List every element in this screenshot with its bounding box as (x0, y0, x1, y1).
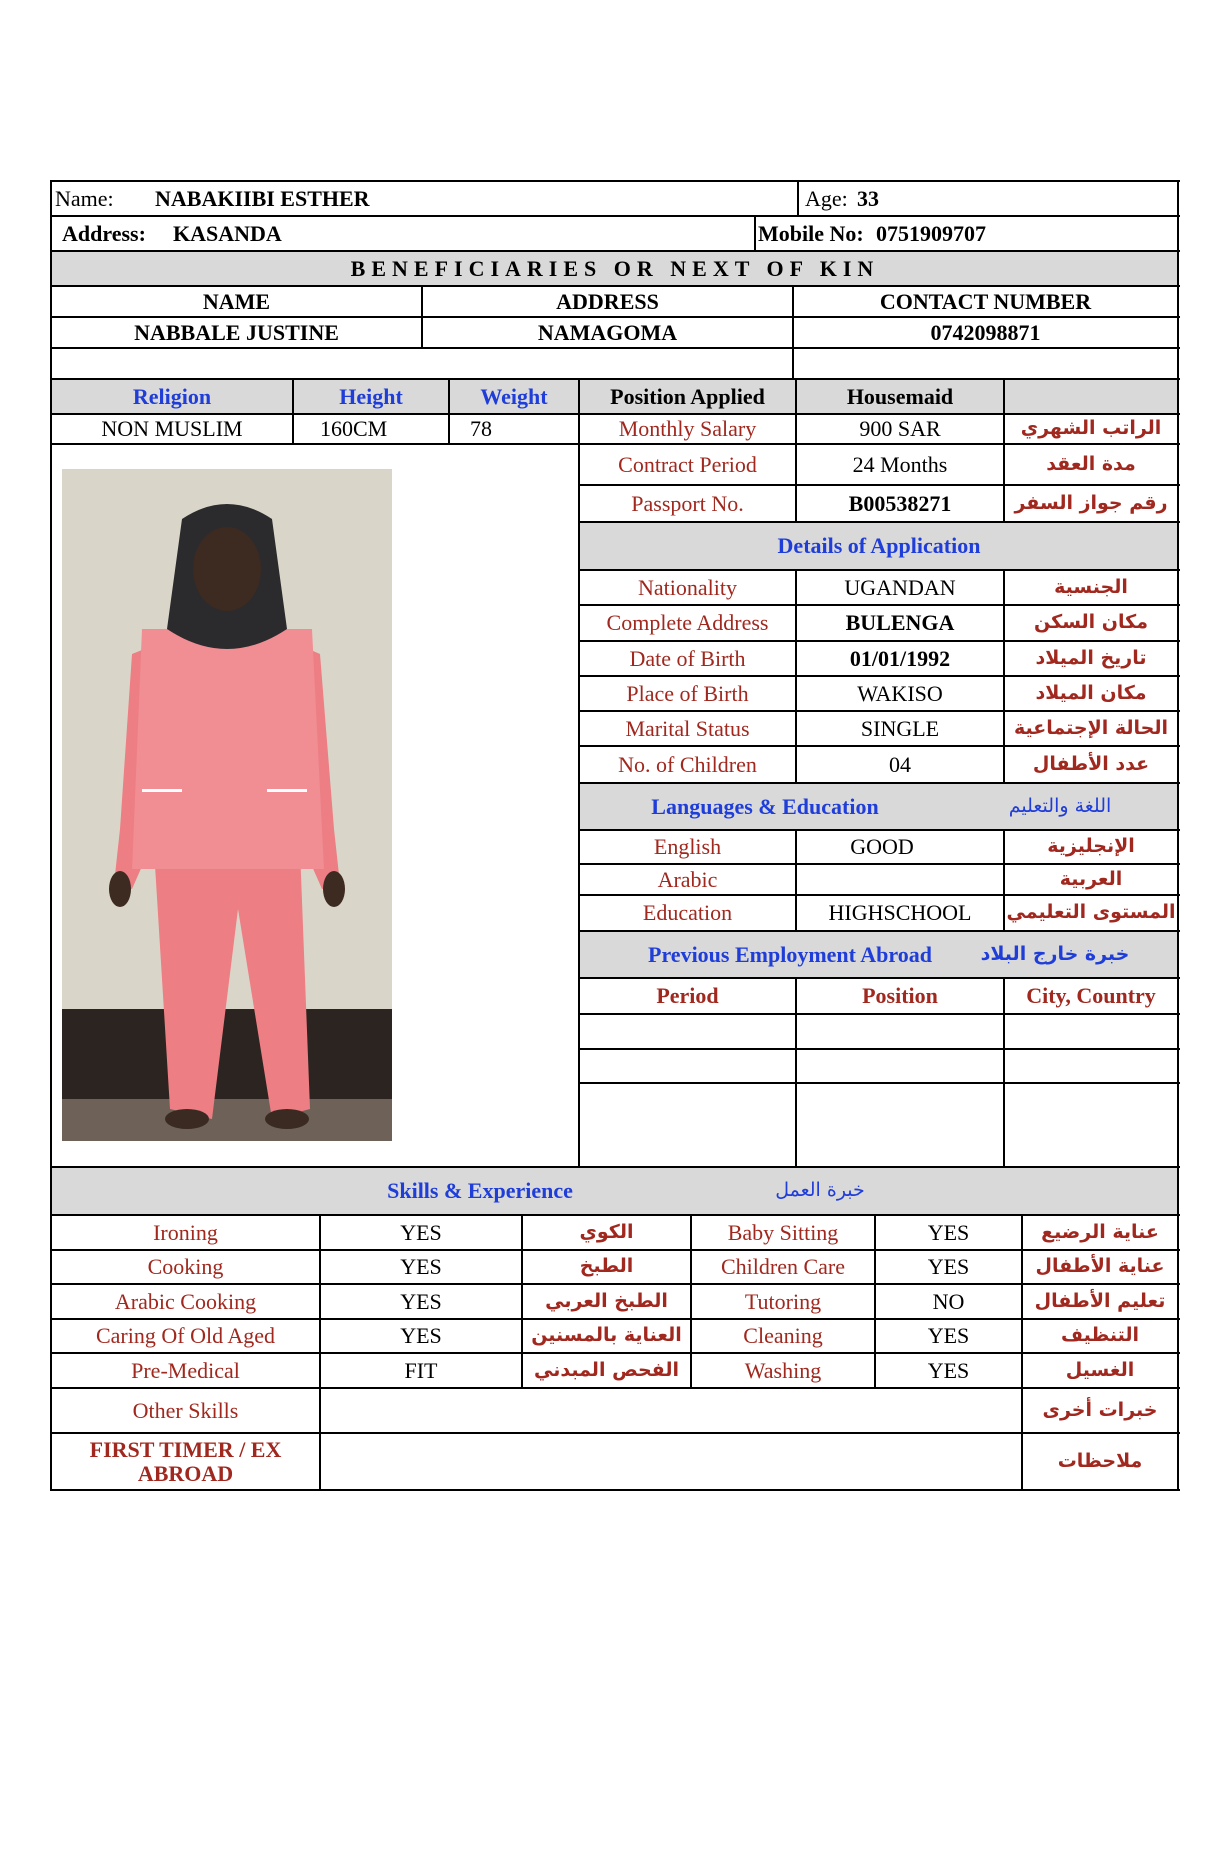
passport-value: B00538271 (848, 490, 952, 516)
skill-children-care-ar: عناية الأطفال (1035, 1255, 1165, 1278)
age-value: 33 (857, 185, 879, 211)
arabic-value (797, 865, 1003, 894)
complete-address-ar: مكان السكن (1034, 611, 1148, 634)
other-skills-ar: خبرات أخرى (1042, 1398, 1158, 1421)
children-ar: عدد الأطفال (1032, 752, 1150, 775)
other-skills-label: Other Skills (132, 1397, 239, 1423)
remarks-label: FIRST TIMER / EX ABROAD (89, 1437, 282, 1486)
languages-title-ar: اللغة والتعليم (1008, 794, 1112, 817)
children-label: No. of Children (618, 751, 757, 777)
employment-col-position: Position (862, 983, 938, 1009)
skill-cooking-value: YES (400, 1254, 442, 1280)
skill-tutoring-value: NO (932, 1288, 965, 1314)
education-label: Education (642, 900, 733, 926)
kin-contact: 0742098871 (930, 319, 1041, 345)
skill-washing-ar: الغسيل (1065, 1358, 1135, 1381)
religion-value: NON MUSLIM (101, 416, 243, 442)
skill-arabic-cooking-label: Arabic Cooking (114, 1288, 257, 1314)
education-value: HIGHSCHOOL (828, 900, 972, 926)
name-label: Name: (55, 185, 114, 211)
employment-col-city: City, Country (1026, 983, 1156, 1009)
complete-address-label: Complete Address (606, 610, 769, 636)
languages-title: Languages & Education (651, 793, 879, 819)
kin-title: BENEFICIARIES OR NEXT OF KIN (350, 255, 880, 281)
age-label: Age: (805, 185, 848, 211)
skill-washing-value: YES (927, 1357, 970, 1383)
pob-ar: مكان الميلاد (1035, 681, 1147, 704)
remarks-ar: ملاحظات (1057, 1449, 1143, 1472)
children-value: 04 (889, 751, 911, 777)
skill-cooking-label: Cooking (147, 1254, 224, 1280)
address-value: KASANDA (173, 220, 282, 246)
skill-cleaning-label: Cleaning (743, 1323, 823, 1349)
marital-label: Marital Status (625, 715, 750, 741)
dob-ar: تاريخ الميلاد (1035, 646, 1147, 669)
salary-value: 900 SAR (859, 416, 941, 442)
details-title: Details of Application (777, 533, 981, 559)
dob-label: Date of Birth (629, 645, 746, 671)
skill-baby-sitting-ar: عناية الرضيع (1041, 1220, 1159, 1243)
name-value: NABAKIIBI ESTHER (155, 185, 370, 211)
kin-address: NAMAGOMA (537, 319, 678, 345)
skill-arabic-cooking-value: YES (400, 1288, 442, 1314)
arabic-ar: العربية (1059, 867, 1123, 890)
employment-col-period: Period (656, 983, 719, 1009)
mobile-label: Mobile No: (758, 220, 864, 246)
skill-arabic-cooking-ar: الطبخ العربي (545, 1289, 668, 1312)
kin-col-contact: CONTACT NUMBER (879, 288, 1092, 314)
complete-address-value: BULENGA (845, 610, 955, 636)
skill-premedical-value: FIT (404, 1357, 438, 1383)
skill-baby-sitting-label: Baby Sitting (727, 1219, 839, 1245)
position-value: Housemaid (846, 383, 954, 409)
skill-cleaning-value: YES (927, 1323, 970, 1349)
skill-baby-sitting-value: YES (927, 1219, 970, 1245)
passport-ar: رقم جواز السفر (1014, 491, 1168, 514)
arabic-label: Arabic (657, 866, 718, 892)
weight-value: 78 (470, 416, 492, 442)
skill-cooking-ar: الطبخ (579, 1255, 634, 1278)
weight-label: Weight (480, 383, 548, 409)
address-label: Address: (62, 220, 146, 246)
kin-col-address: ADDRESS (556, 288, 659, 314)
religion-label: Religion (132, 383, 212, 409)
employment-title-ar: خبرة خارج البلاد (980, 942, 1130, 965)
skill-premedical-label: Pre-Medical (131, 1357, 240, 1383)
dob-value: 01/01/1992 (849, 645, 951, 671)
position-label: Position Applied (610, 383, 765, 409)
skill-old-aged-label: Caring Of Old Aged (95, 1323, 276, 1349)
skill-tutoring-label: Tutoring (744, 1288, 822, 1314)
salary-label: Monthly Salary (618, 416, 757, 442)
kin-name: NABBALE JUSTINE (134, 319, 339, 345)
skill-ironing-value: YES (400, 1219, 442, 1245)
skill-premedical-ar: الفحص المبدني (533, 1358, 680, 1381)
kin-col-name: NAME (202, 288, 271, 314)
english-ar: الإنجليزية (1047, 835, 1135, 858)
contract-ar: مدة العقد (1046, 452, 1136, 475)
skill-ironing-ar: الكوي (579, 1220, 634, 1243)
applicant-photo (62, 469, 392, 1141)
height-value: 160CM (320, 416, 388, 442)
passport-label: Passport No. (631, 490, 744, 516)
skill-old-aged-ar: العناية بالمسنين (531, 1324, 682, 1347)
skill-children-care-label: Children Care (720, 1254, 846, 1280)
skill-ironing-label: Ironing (153, 1219, 218, 1245)
english-value: GOOD (850, 834, 914, 860)
nationality-value: UGANDAN (844, 574, 956, 600)
height-label: Height (339, 383, 403, 409)
english-label: English (653, 834, 722, 860)
skill-old-aged-value: YES (400, 1323, 442, 1349)
contract-value: 24 Months (852, 451, 948, 477)
employment-title: Previous Employment Abroad (648, 941, 932, 967)
marital-ar: الحالة الإجتماعية (1014, 716, 1168, 739)
skills-title: Skills & Experience (387, 1178, 573, 1204)
nationality-label: Nationality (638, 574, 737, 600)
skill-washing-label: Washing (744, 1357, 822, 1383)
nationality-ar: الجنسية (1054, 575, 1128, 598)
skill-cleaning-ar: التنظيف (1060, 1324, 1140, 1347)
education-ar: المستوى التعليمي (1006, 901, 1176, 924)
salary-ar: الراتب الشهري (1020, 417, 1162, 440)
skill-tutoring-ar: تعليم الأطفال (1034, 1289, 1166, 1312)
mobile-value: 0751909707 (876, 220, 986, 246)
skill-children-care-value: YES (927, 1254, 970, 1280)
marital-value: SINGLE (860, 715, 940, 741)
pob-value: WAKISO (857, 680, 943, 706)
skills-title-ar: خبرة العمل (775, 1179, 865, 1202)
contract-label: Contract Period (618, 451, 757, 477)
pob-label: Place of Birth (626, 680, 749, 706)
